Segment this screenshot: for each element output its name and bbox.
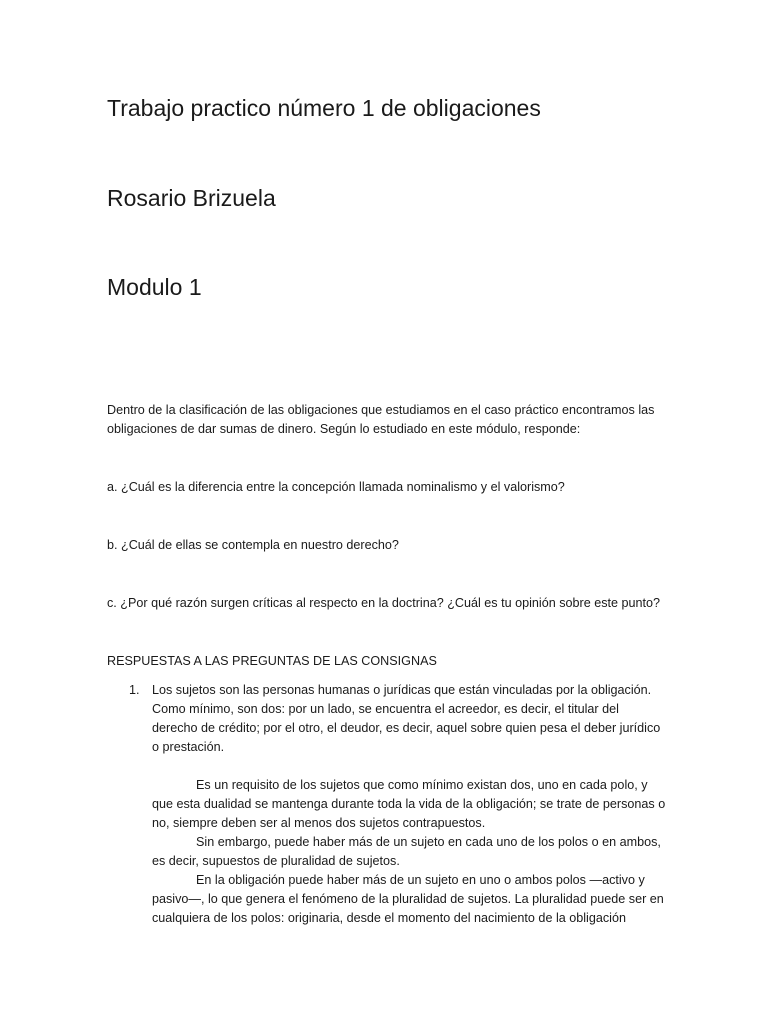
answer-paragraph: En la obligación puede haber más de un sujeto en uno o ambos polos —activo y pasivo—, lo que genera el fenómeno de la pluralidad de sujetos. La pluralidad puede ser en cualquiera de los polos: originaria, desde el momento del nacimiento de la obligación (152, 873, 664, 925)
question-c: c. ¿Por qué razón surgen críticas al respecto en la doctrina? ¿Cuál es tu opinión sobre este punto? (107, 596, 661, 610)
answer-item (107, 681, 667, 928)
answer-paragraph: Sin embargo, puede haber más de un sujeto en cada uno de los polos o en ambos, es decir, supuestos de pluralidad de sujetos. (152, 835, 661, 868)
answers-list (107, 681, 667, 928)
question-b: b. ¿Cuál de ellas se contempla en nuestro derecho? (107, 538, 399, 552)
answer-number: 1. (129, 683, 140, 697)
answer-text: Los sujetos son las personas humanas o jurídicas que están vinculadas por la obligación. Como mínimo, son dos: por un lado, se encuentra el acreedor, es decir, el titular del derecho de crédito; por el otro, el deudor, es decir, aquel sobre quien pesa el deber jurídico o prestación. (152, 683, 661, 754)
intro-paragraph: Dentro de la clasificación de las obligaciones que estudiamos en el caso práctico encontramos las obligaciones de dar sumas de dinero. Según lo estudiado en este módulo, responde: (107, 403, 655, 436)
question-a: a. ¿Cuál es la diferencia entre la concepción llamada nominalismo y el valorismo? (107, 480, 565, 494)
paragraph-spacer (152, 757, 667, 776)
document-title: Trabajo practico número 1 de obligaciones (107, 95, 541, 121)
author-name: Rosario Brizuela (107, 185, 276, 211)
answer-paragraph: Es un requisito de los sujetos que como mínimo existan dos, uno en cada polo, y que esta dualidad se mantenga durante toda la vida de la obligación; se trate de personas o no, siempre deben ser al menos dos sujetos contrapuestos. (152, 778, 666, 830)
module-heading: Modulo 1 (107, 274, 202, 300)
responses-heading: RESPUESTAS A LAS PREGUNTAS DE LAS CONSIGNAS (107, 654, 437, 668)
